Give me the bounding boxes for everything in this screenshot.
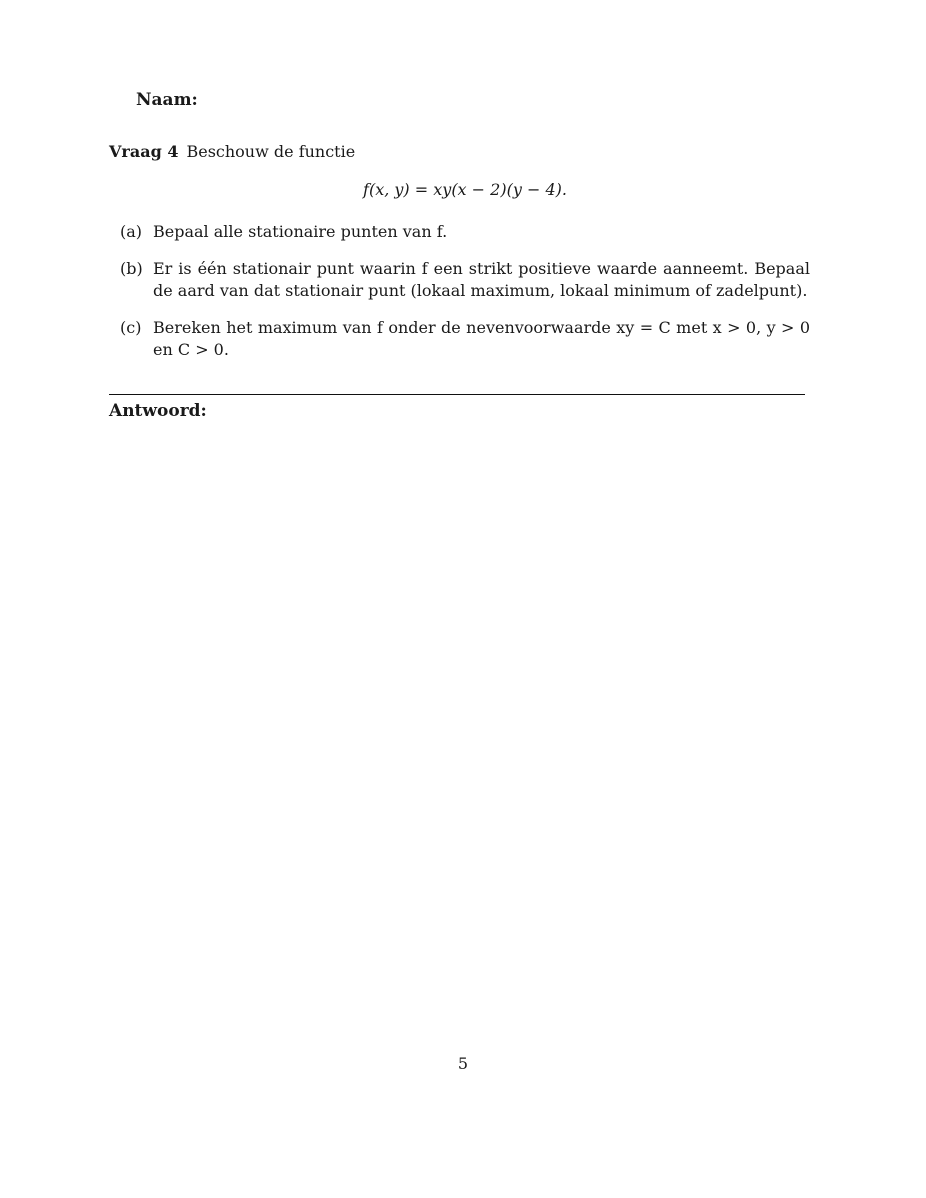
page-number: 5: [457, 1054, 469, 1073]
formula-text: f(x, y) = xy(x − 2)(y − 4).: [363, 180, 567, 199]
question-number: Vraag 4: [109, 142, 179, 161]
question-heading: [109, 142, 355, 161]
subquestion-b: [120, 258, 810, 302]
subquestion-text: Er is één stationair punt waarin f een strikt positieve waarde aanneemt. Bepaal de aard van dat stationair punt (lokaal maximum, lokaal minimum of zadelpunt).: [153, 259, 810, 300]
subquestion-text: Bereken het maximum van f onder de nevenvoorwaarde xy = C met x > 0, y > 0 en C > 0.: [153, 318, 810, 359]
function-formula: [0, 180, 926, 199]
name-label: Naam:: [136, 90, 198, 110]
answer-label: Antwoord:: [109, 401, 207, 421]
subquestion-label: (b): [120, 259, 143, 278]
subquestion-text: Bepaal alle stationaire punten van f.: [153, 222, 448, 241]
subquestion-a: [120, 221, 810, 243]
subquestion-label: (c): [120, 318, 142, 337]
subquestion-label: (a): [120, 222, 143, 241]
subquestion-c: [120, 317, 810, 361]
question-intro: Beschouw de functie: [186, 142, 356, 161]
horizontal-rule: [109, 394, 805, 395]
